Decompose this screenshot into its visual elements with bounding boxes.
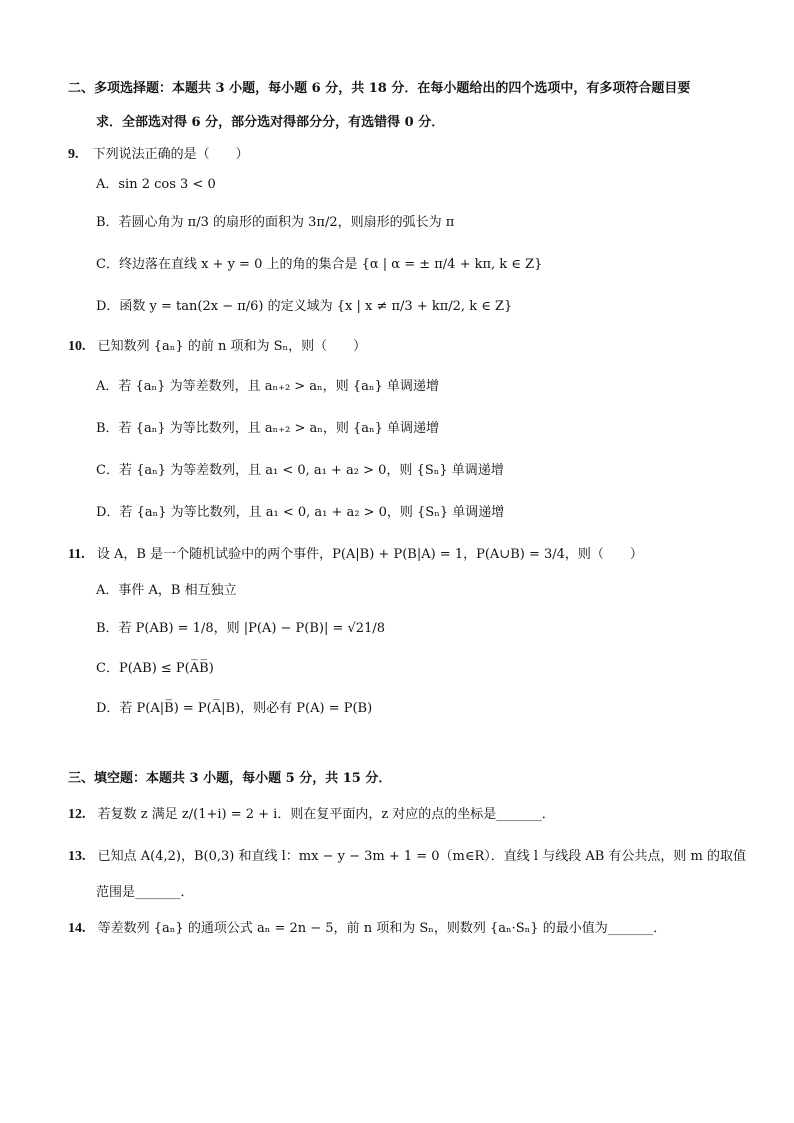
section2-heading-line1: 二、多项选择题：本题共 3 小题，每小题 6 分，共 18 分．在每小题给出的四个选项中，有多项符合题目要 <box>68 81 691 96</box>
option-11c: C．P(AB) ≤ P(A̅B̅) <box>96 661 214 676</box>
option-9d: D．函数 y = tan(2x − π/6) 的定义域为 {x | x ≠ π/3 + kπ/2, k ∈ Z} <box>96 299 513 314</box>
option-10c: C．若 {aₙ} 为等差数列，且 a₁ < 0, a₁ + a₂ > 0，则 {Sₙ} 单调递增 <box>96 463 504 478</box>
question-9 <box>68 146 249 164</box>
question-stem: 已知数列 {aₙ} 的前 n 项和为 Sₙ，则（ ） <box>97 339 367 354</box>
question-number: 12. <box>68 807 86 822</box>
section3-heading: 三、填空题：本题共 3 小题，每小题 5 分，共 15 分． <box>68 771 392 786</box>
question-13-line2: 范围是_______． <box>96 885 194 900</box>
option-10d: D．若 {aₙ} 为等比数列，且 a₁ < 0, a₁ + a₂ > 0，则 {Sₙ} 单调递增 <box>96 505 505 520</box>
question-stem: 若复数 z 满足 z/(1+i) = 2 + i．则在复平面内，z 对应的点的坐标是_______． <box>97 807 555 822</box>
question-number: 14. <box>68 921 86 936</box>
question-14 <box>68 920 666 938</box>
option-10a: A．若 {aₙ} 为等差数列，且 aₙ₊₂ > aₙ，则 {aₙ} 单调递增 <box>96 379 439 394</box>
question-stem: 等差数列 {aₙ} 的通项公式 aₙ = 2n − 5，前 n 项和为 Sₙ，则数列 {aₙ·Sₙ} 的最小值为_______． <box>97 921 667 936</box>
question-number: 10. <box>68 339 86 354</box>
option-11d: D．若 P(A|B̅) = P(A̅|B)，则必有 P(A) = P(B) <box>96 701 373 716</box>
question-stem-line1: 已知点 A(4,2)，B(0,3) 和直线 l：mx − y − 3m + 1 = 0（m∈R）．直线 l 与线段 AB 有公共点，则 m 的取值 <box>97 849 747 864</box>
option-9a: A．sin 2 cos 3 < 0 <box>96 177 216 192</box>
question-13 <box>68 848 746 866</box>
option-11a: A．事件 A，B 相互独立 <box>96 583 237 598</box>
option-10b: B．若 {aₙ} 为等比数列，且 aₙ₊₂ > aₙ，则 {aₙ} 单调递增 <box>96 421 440 436</box>
question-number: 13. <box>68 849 86 864</box>
question-stem: 下列说法正确的是（ ） <box>92 147 249 162</box>
section2-heading-line2: 求．全部选对得 6 分，部分选对得部分分，有选错得 0 分． <box>96 115 445 130</box>
question-stem: 设 A，B 是一个随机试验中的两个事件，P(A|B) + P(B|A) = 1，P(A∪B) = 3/4，则（ ） <box>96 547 643 562</box>
option-9b: B．若圆心角为 π/3 的扇形的面积为 3π/2，则扇形的弧长为 π <box>96 215 455 230</box>
option-11b: B．若 P(AB) = 1/8，则 |P(A) − P(B)| = √21/8 <box>96 621 386 636</box>
question-12 <box>68 806 555 824</box>
question-11 <box>68 546 643 564</box>
option-9c: C．终边落在直线 x + y = 0 上的角的集合是 {α | α = ± π/4 + kπ, k ∈ Z} <box>96 257 543 272</box>
question-number: 11. <box>68 547 85 562</box>
question-number: 9. <box>68 147 79 162</box>
question-10 <box>68 338 366 356</box>
